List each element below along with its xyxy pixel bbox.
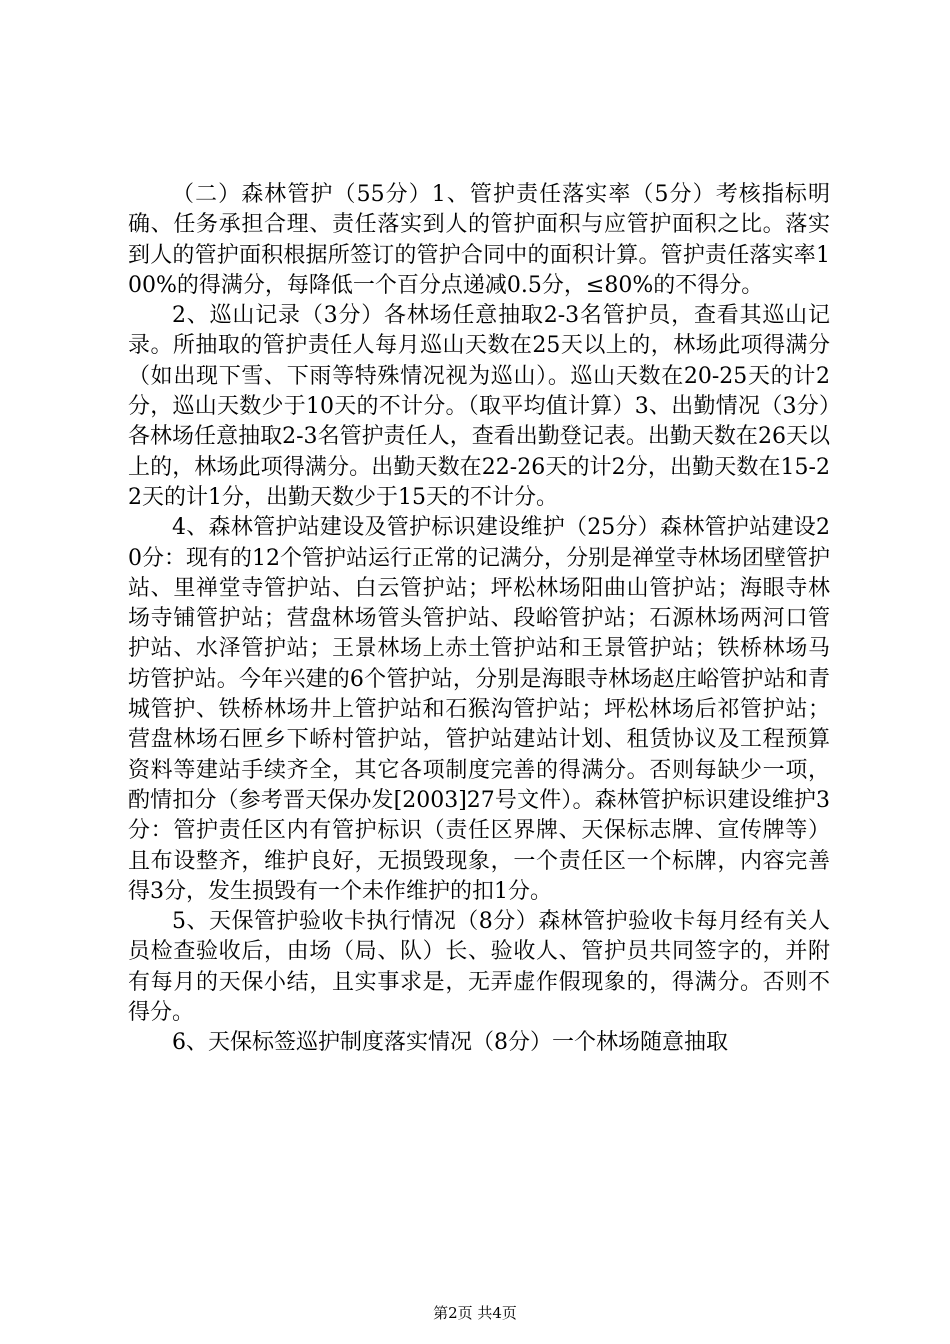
page-number-footer: 第2页 共4页 — [433, 1304, 517, 1322]
paragraph-forest-protection-responsibility: （二）森林管护（55分）1、管护责任落实率（5分）考核指标明确、任务承担合理、责任落实到人的管护面积与应管护面积之比。落实到人的管护面积根据所签订的管护合同中的面积计算。管护责任落实率100%的得满分，每降低一个百分点递减0.5分，≤80%的不得分。 — [128, 182, 830, 298]
paragraph-acceptance-card: 5、天保管护验收卡执行情况（8分）森林管护验收卡每月经有关人员检查验收后，由场（局、队）长、验收人、管护员共同签字的，并附有每月的天保小结，且实事求是，无弄虚作假现象的，得满分。否则不得分。 — [128, 909, 830, 1026]
paragraph-patrol-tag-system: 6、天保标签巡护制度落实情况（8分）一个林场随意抽取 — [172, 1030, 728, 1056]
paragraph-patrol-and-attendance: 2、巡山记录（3分）各林场任意抽取2-3名管护员，查看其巡山记录。所抽取的管护责任人每月巡山天数在25天以上的，林场此项得满分（如出现下雪、下雨等特殊情况视为巡山）。巡山天数在20-25天的计2分，巡山天数少于10天的不计分。（取平均值计算）3、出勤情况（3分）各林场任意抽取2-3名管护责任人，查看出勤登记表。出勤天数在26天以上的，林场此项得满分。出勤天数在22-26天的计2分，出勤天数在15-22天的计1分，出勤天数少于15天的不计分。 — [128, 303, 830, 510]
paragraph-station-construction: 4、森林管护站建设及管护标识建设维护（25分）森林管护站建设20分：现有的12个管护站运行正常的记满分，分别是禅堂寺林场团壁管护站、里禅堂寺管护站、白云管护站；坪松林场阳曲山管护站；海眼寺林场寺铺管护站；营盘林场管头管护站、段峪管护站；石源林场两河口管护站、水泽管护站；王景林场上赤土管护站和王景管护站；铁桥林场马坊管护站。今年兴建的6个管护站，分别是海眼寺林场赵庄峪管护站和青城管护、铁桥林场井上管护站和石猴沟管护站；坪松林场后祁管护站；营盘林场石匣乡下峤村管护站，管护站建站计划、租赁协议及工程预算资料等建站手续齐全，其它各项制度完善的得满分。否则每缺少一项，酌情扣分（参考晋天保办发[2003]27号文件）。森林管护标识建设维护3分：管护责任区内有管护标识（责任区界牌、天保标志牌、宣传牌等）且布设整齐，维护良好，无损毁现象，一个责任区一个标牌，内容完善得3分，发生损毁有一个未作维护的扣1分。 — [128, 515, 830, 904]
document-body — [128, 180, 830, 1059]
